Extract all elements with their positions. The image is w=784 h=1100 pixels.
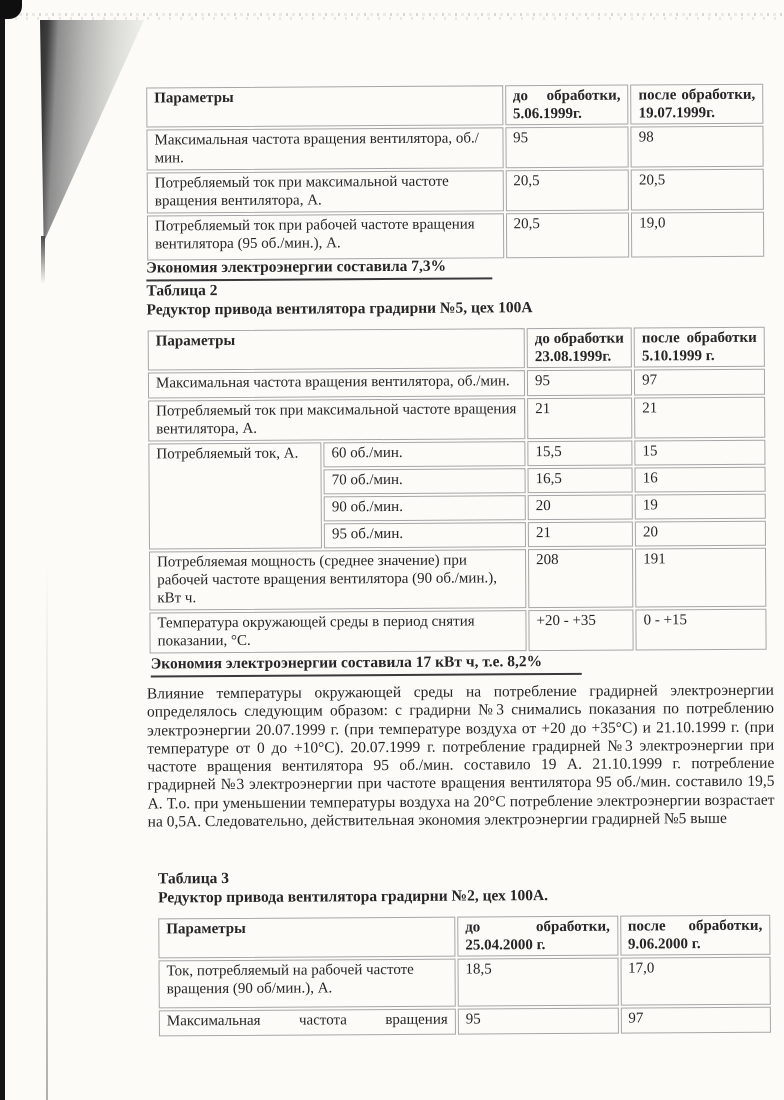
current-group-label-cell: Потребляемый ток, А. (148, 442, 322, 549)
value-cell: 20,5 (506, 213, 630, 259)
table-row (159, 957, 771, 1009)
table-3-header-row (158, 915, 770, 959)
value-cell: 20 (635, 521, 766, 547)
param-cell: Потребляемый ток при максимальной частоте вращения вентилятора, А. (148, 398, 525, 441)
value-cell: 15 (634, 440, 765, 466)
param-cell: Ток, потребляемый на рабочей частоте вращения (90 об/мин.), А. (159, 959, 456, 1009)
value-cell: 95 (527, 370, 632, 397)
value-cell: 98 (631, 126, 764, 168)
value-cell: 20,5 (505, 170, 629, 212)
value-cell: 191 (635, 548, 766, 608)
table-1-header-before: до обработки, 5.06.1999г. (505, 85, 629, 126)
value-cell: +20 - +35 (528, 610, 633, 652)
param-cell: Потребляемый ток при максимальной частоте вращения вентилятора, А. (147, 170, 504, 213)
value-cell: 21 (527, 398, 632, 440)
table-row (147, 169, 764, 214)
value-cell: 18,5 (457, 958, 618, 1007)
param-cell: Потребляемый ток при рабочей частоте вращения вентилятора (95 об./мин.), А. (147, 213, 504, 260)
table-row (159, 1007, 771, 1037)
speed-cell: 90 об./мин. (324, 495, 526, 521)
value-cell: 97 (620, 1007, 771, 1034)
table-row (148, 440, 765, 469)
table-3-header-parameters: Параметры (158, 917, 455, 959)
param-cell: Максимальная частота вращения вентилятора, об./мин. (148, 370, 525, 398)
table-1-header-parameters: Параметры (146, 85, 503, 127)
value-cell: 97 (634, 369, 765, 396)
value-cell: 16 (635, 467, 766, 493)
value-cell: 0 - +15 (635, 609, 766, 651)
table-row (149, 548, 766, 611)
table-2-header-row (148, 327, 765, 371)
table-3-header-before: до обработки, 25.04.2000 г. (457, 916, 618, 957)
table-2-title: Редуктор привода вентилятора градирни №5, цех 100А (146, 299, 533, 319)
table-2-header-after: после обработки 5.10.1999 г. (634, 327, 765, 368)
speed-cell: 95 об./мин. (324, 522, 526, 548)
param-cell: Температура окружающей среды в период снятия показании, °С. (149, 610, 526, 653)
table-2-label: Таблица 2 (146, 282, 218, 300)
table-3-caption (158, 867, 548, 907)
energy-savings-note-2: Экономия электроэнергии составила 17 кВт ч, т.е. 8,2% (151, 652, 583, 678)
table-3-header-after: после обработки, 9.06.2000 г. (620, 915, 771, 956)
table-2-header-parameters: Параметры (148, 328, 525, 370)
value-cell: 21 (528, 522, 633, 548)
table-3 (156, 913, 773, 1039)
table-2 (146, 325, 769, 656)
speed-cell: 70 об./мин. (324, 468, 526, 494)
table-row (148, 369, 765, 399)
value-cell: 20,5 (631, 169, 764, 211)
value-cell: 20 (528, 495, 633, 521)
table-2-caption (146, 279, 532, 319)
table-3-title: Редуктор привода вентилятора градирни №2, цех 100А. (158, 887, 549, 907)
table-3-label: Таблица 3 (157, 870, 230, 888)
table-2-header-before: до обработки 23.08.1999г. (527, 328, 632, 369)
value-cell: 16,5 (528, 468, 633, 494)
speed-cell: 60 об./мин. (323, 441, 525, 467)
value-cell: 21 (634, 397, 765, 439)
value-cell: 208 (528, 549, 633, 609)
param-cell: Максимальная частота вращения вентилятора, об./мин. (146, 127, 503, 170)
value-cell: 17,0 (620, 957, 771, 1006)
value-cell: 19,0 (631, 212, 764, 258)
param-cell: Потребляемая мощность (среднее значение) при рабочей частоте вращения вентилятора (90 об./мин.), кВт ч. (149, 549, 526, 610)
table-row (149, 609, 766, 654)
energy-savings-note-1: Экономия электроэнергии составила 7,3% (146, 256, 492, 281)
value-cell: 95 (458, 1008, 619, 1035)
table-row (146, 126, 763, 171)
table-1-header-row (146, 84, 763, 128)
table-1-header-after: после обработки, 19.07.1999г. (630, 84, 763, 125)
body-paragraph: Влияние температуры окружающей среды на потребление градирней электроэнергии определялось следующим образом: с градирни №3 снимались показания по потреблению электроэнергии 20.07.1999 г. (при температуре воздуха от +20 до +35°С) и 21.10.1999 г. (при температуре от 0 до +10°С). 20.07.1999 г. потребление градирней №3 электроэнергии при частоте вращения вентилятора 95 об./мин. составило 19 А. 21.10.1999 г. потребление градирней №3 электроэнергии при частоте вращения вентилятора 95 об./мин. составило 19,5 А. Т.о. при уменьшении температуры воздуха на 20°С потребление электроэнергии возрастает на 0,5А. Следовательно, действительная экономия электроэнергии градирней №5 выше (146, 681, 775, 831)
param-cell: Максимальная частота вращения (159, 1009, 456, 1037)
value-cell: 95 (505, 127, 629, 169)
value-cell: 15,5 (527, 441, 632, 467)
table-1 (144, 82, 766, 263)
table-row (147, 212, 764, 261)
table-row (148, 397, 765, 442)
value-cell: 19 (635, 494, 766, 520)
